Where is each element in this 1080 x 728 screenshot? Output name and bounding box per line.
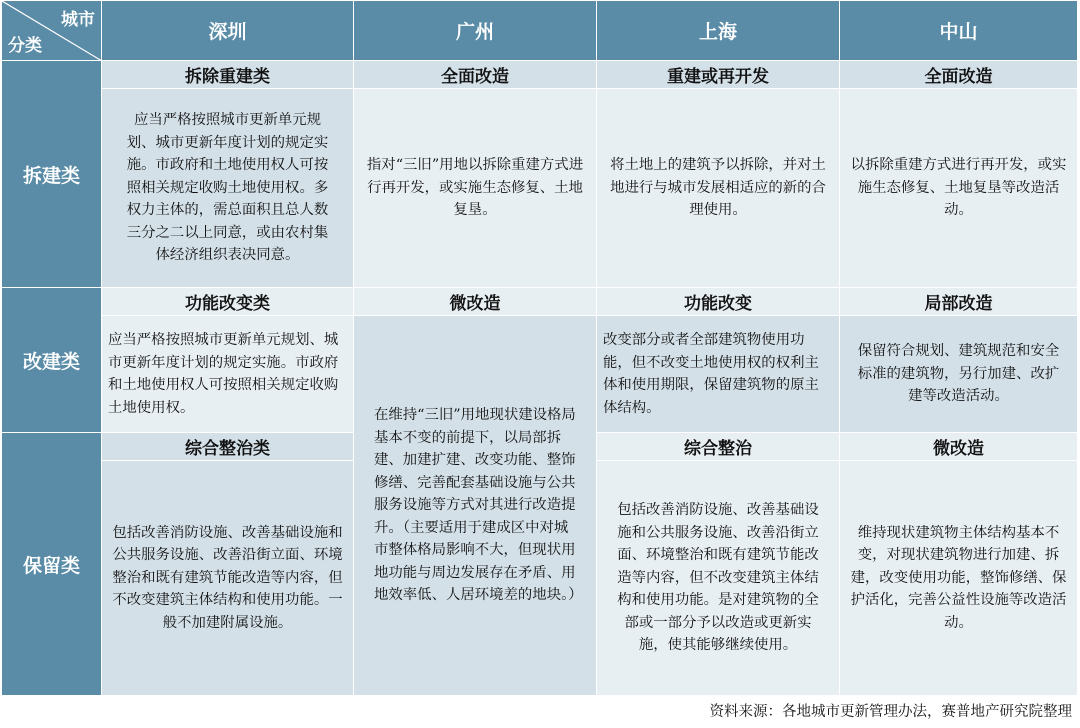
- city-header-shanghai: 上海: [597, 1, 840, 61]
- subtype-shenzhen-chaijian: 拆除重建类: [102, 61, 354, 89]
- category-chaijian: 拆建类: [2, 61, 102, 288]
- source-note: 资料来源：各地城市更新管理办法，赛普地产研究院整理: [709, 704, 1072, 720]
- urban-renewal-table: [2, 1, 1078, 696]
- corner-city-label: 城市: [61, 10, 95, 30]
- category-baoliu: 保留类: [2, 433, 102, 696]
- subtype-shanghai-chaijian: 重建或再开发: [597, 61, 840, 89]
- subtype-guangzhou-gaijian: 微改造: [354, 288, 597, 316]
- city-header-shenzhen: 深圳: [102, 1, 354, 61]
- desc-guangzhou-gaijian: 在维持“三旧”用地现状建设格局基本不变的前提下，以局部拆建、加建扩建、改变功能、整饰修缮、完善配套基础设施与公共服务设施等方式对其进行改造提升。（主要适用于建成区中对城市整体格局影响不大，但现状用地功能与周边发展存在矛盾、用地效率低、人居环境差的地块。）: [354, 316, 597, 696]
- corner-category-label: 分类: [8, 36, 42, 56]
- city-header-zhongshan: 中山: [840, 1, 1078, 61]
- corner-header: [2, 1, 102, 61]
- subtype-guangzhou-chaijian: 全面改造: [354, 61, 597, 89]
- subtype-zhongshan-baoliu: 微改造: [840, 433, 1078, 461]
- desc-shenzhen-chaijian: 应当严格按照城市更新单元规划、城市更新年度计划的规定实施。市政府和土地使用权人可按照相关规定收购土地使用权。多权力主体的，需总面积且总人数三分之二以上同意，或由农村集体经济组织表决同意。: [102, 89, 354, 288]
- city-header-guangzhou: 广州: [354, 1, 597, 61]
- desc-shenzhen-gaijian: 应当严格按照城市更新单元规划、城市更新年度计划的规定实施。市政府和土地使用权人可按照相关规定收购土地使用权。: [102, 316, 354, 433]
- subtype-shenzhen-baoliu: 综合整治类: [102, 433, 354, 461]
- desc-shanghai-baoliu: 包括改善消防设施、改善基础设施和公共服务设施、改善沿街立面、环境整治和既有建筑节能改造等内容，但不改变建筑主体结构和使用功能。是对建筑物的全部或一部分予以改造或更新实施，使其能够继续使用。: [597, 461, 840, 696]
- category-gaijian: 改建类: [2, 288, 102, 433]
- desc-shenzhen-baoliu: 包括改善消防设施、改善基础设施和公共服务设施、改善沿街立面、环境整治和既有建筑节能改造等内容，但不改变建筑主体结构和使用功能。一般不加建附属设施。: [102, 461, 354, 696]
- desc-zhongshan-baoliu: 维持现状建筑物主体结构基本不变，对现状建筑物进行加建、拆建，改变使用功能，整饰修缮、保护活化，完善公益性设施等改造活动。: [840, 461, 1078, 696]
- subtype-zhongshan-gaijian: 局部改造: [840, 288, 1078, 316]
- desc-shanghai-gaijian: 改变部分或者全部建筑物使用功能，但不改变土地使用权的权利主体和使用期限，保留建筑物的原主体结构。: [597, 316, 840, 433]
- subtype-shanghai-baoliu: 综合整治: [597, 433, 840, 461]
- desc-shanghai-chaijian: 将土地上的建筑予以拆除，并对土地进行与城市发展相适应的新的合理使用。: [597, 89, 840, 288]
- desc-guangzhou-chaijian: 指对“三旧”用地以拆除重建方式进行再开发，或实施生态修复、土地复垦。: [354, 89, 597, 288]
- desc-zhongshan-gaijian: 保留符合规划、建筑规范和安全标准的建筑物，另行加建、改扩建等改造活动。: [840, 316, 1078, 433]
- subtype-shenzhen-gaijian: 功能改变类: [102, 288, 354, 316]
- desc-zhongshan-chaijian: 以拆除重建方式进行再开发，或实施生态修复、土地复垦等改造活动。: [840, 89, 1078, 288]
- subtype-zhongshan-chaijian: 全面改造: [840, 61, 1078, 89]
- subtype-shanghai-gaijian: 功能改变: [597, 288, 840, 316]
